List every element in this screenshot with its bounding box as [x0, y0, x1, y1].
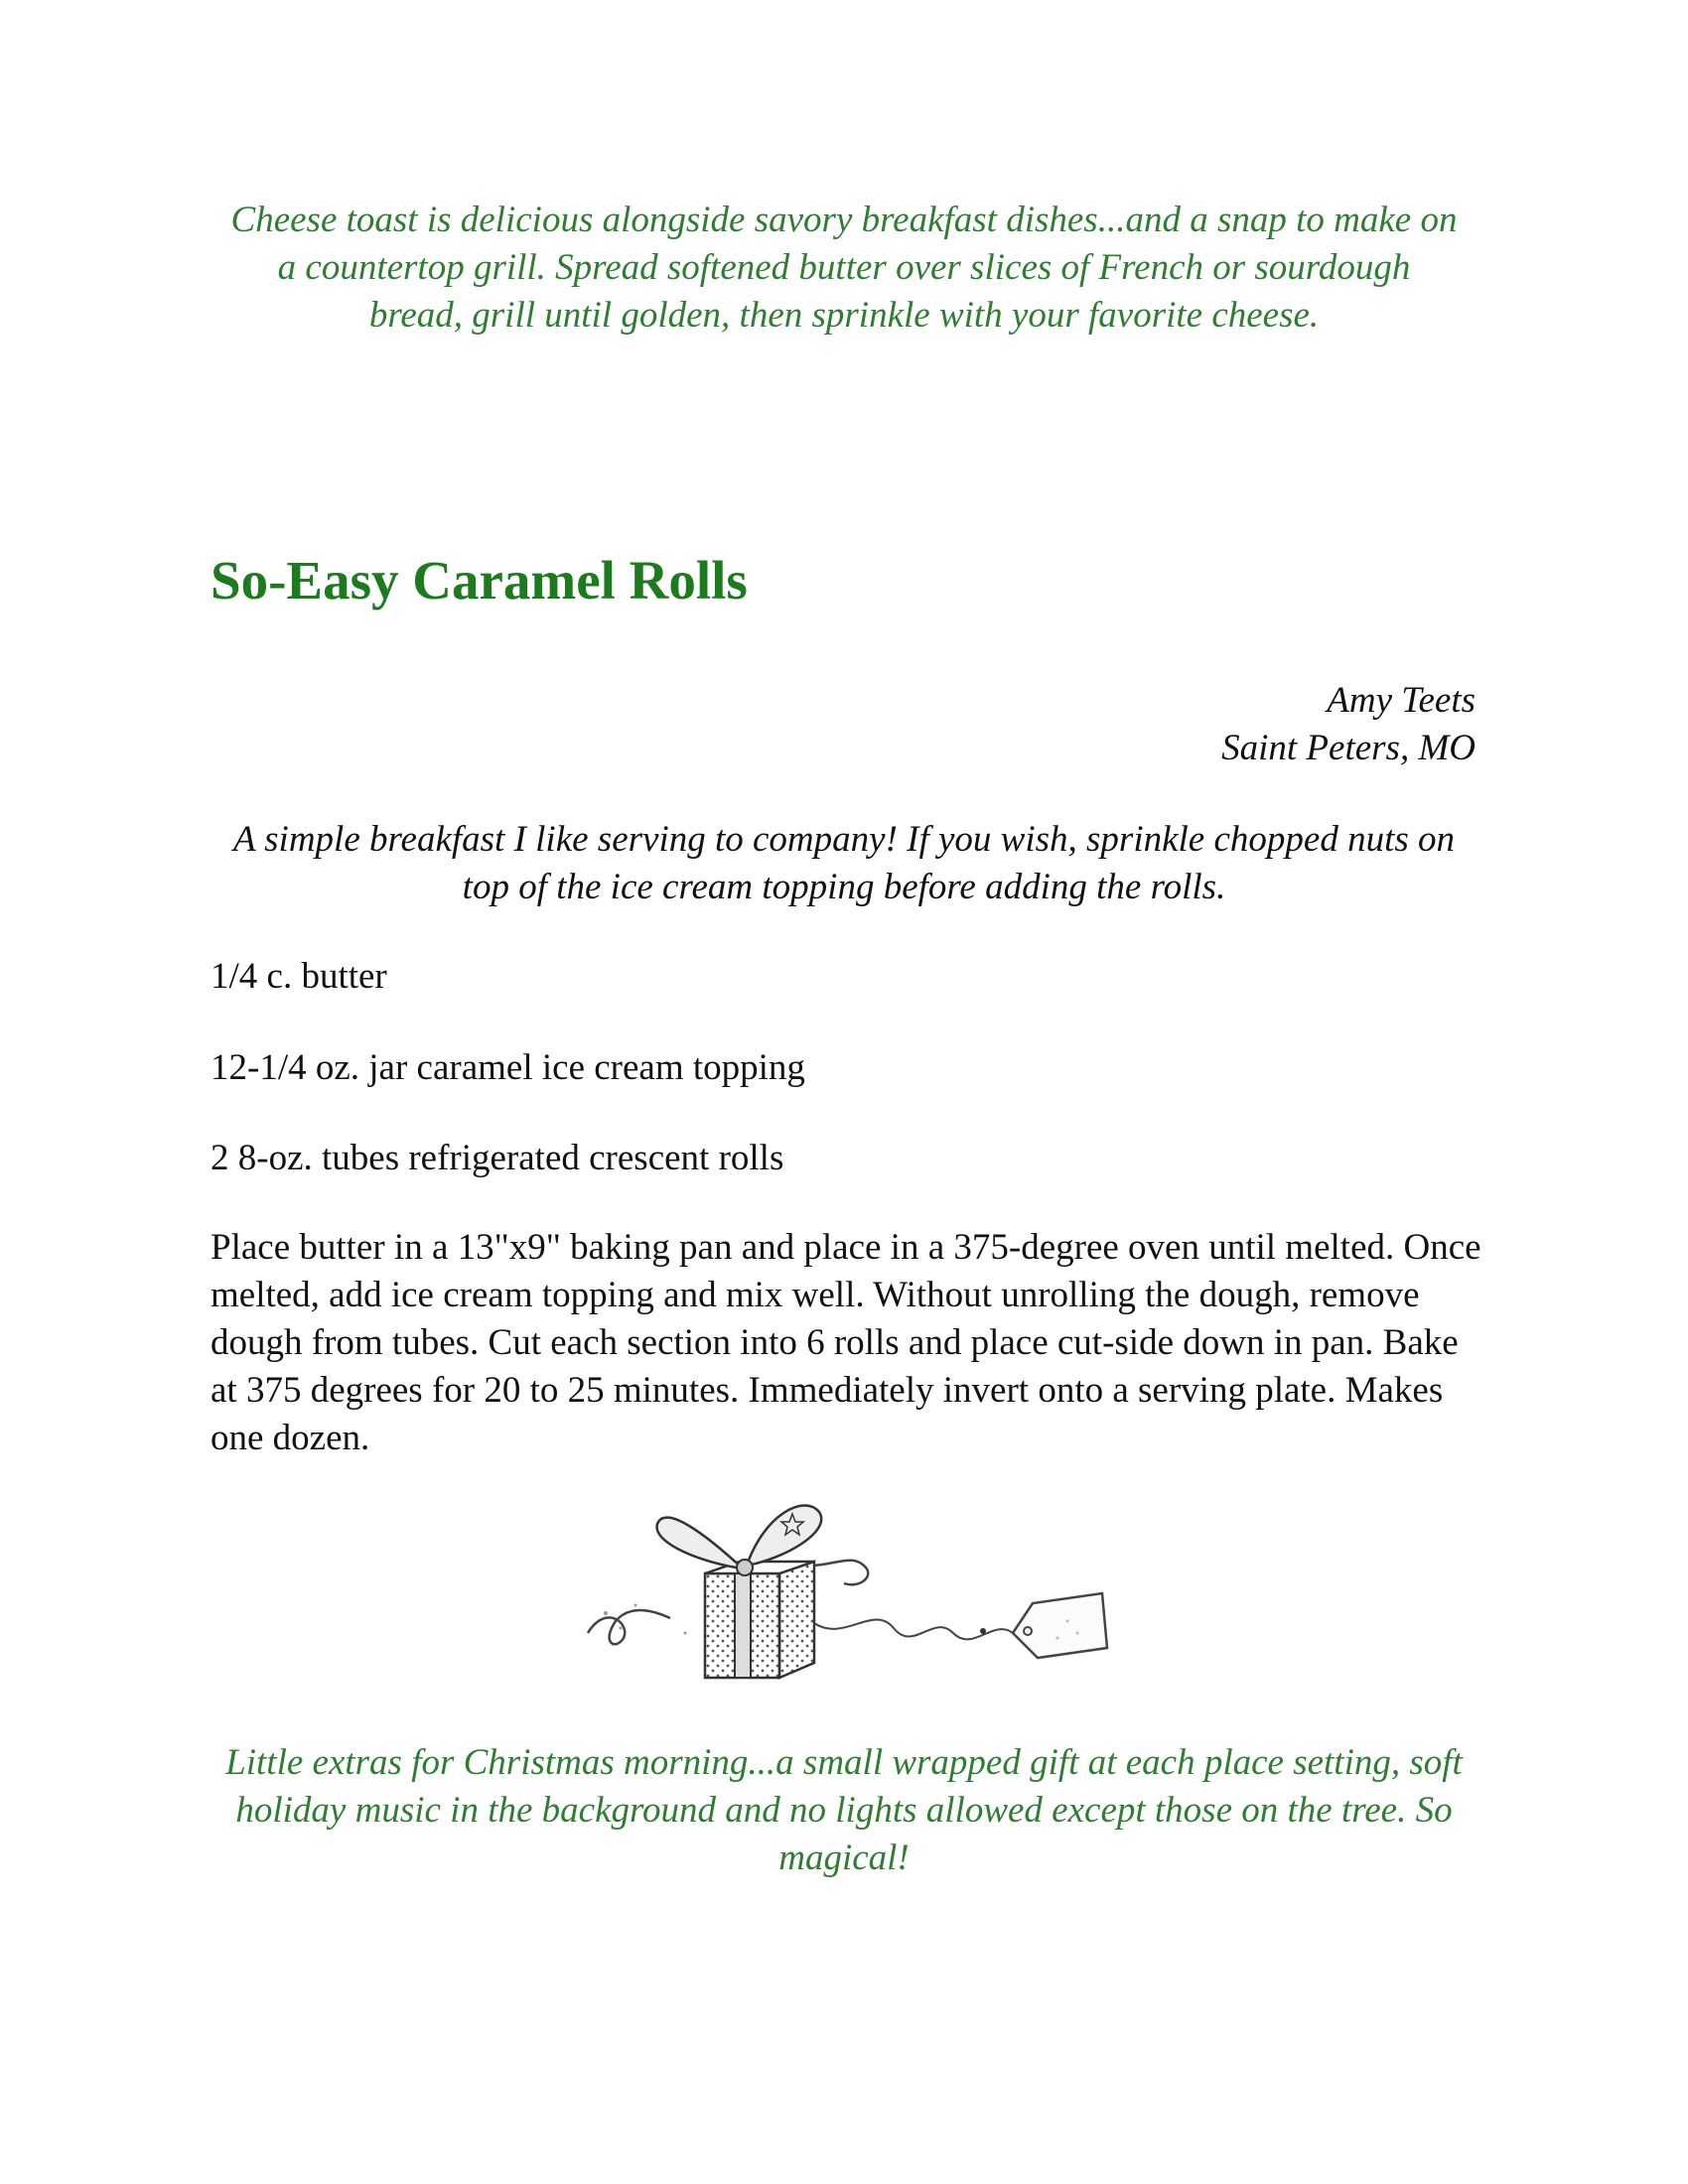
recipe-title: So-Easy Caramel Rolls	[211, 550, 748, 611]
ingredient-item: 2 8-oz. tubes refrigerated crescent rolls	[211, 1138, 784, 1178]
gift-box-with-tag-icon	[576, 1494, 1112, 1693]
recipe-intro: A simple breakfast I like serving to company! If you wish, sprinkle chopped nuts on top of the ice cream topping before adding the rolls.	[232, 819, 1456, 907]
ingredient-item: 1/4 c. butter	[211, 956, 387, 997]
recipe-instructions: Place butter in a 13"x9" baking pan and place in a 375-degree oven until melted. Once melted, add ice cream topping and mix well. Without unrolling the dough, remove dough from tubes. Cut each section into 6 rolls and place cut-side down in pan. Bake at 375 degrees for 20 to 25 minutes. Immediately invert onto a serving plate. Makes one dozen.	[211, 1227, 1481, 1458]
bottom-tip: Little extras for Christmas morning...a small wrapped gift at each place setting, soft holiday music in the background and no lights allowed except those on the tree. So magical!	[225, 1742, 1463, 1878]
ingredient-item: 12-1/4 oz. jar caramel ice cream topping	[211, 1047, 805, 1088]
author-location: Saint Peters, MO	[1221, 728, 1476, 768]
top-tip: Cheese toast is delicious alongside savory breakfast dishes...and a snap to make on a countertop grill. Spread softened butter over slices of French or sourdough bread, grill until golden, then sprinkle with your favorite cheese.	[230, 200, 1458, 336]
author-name: Amy Teets	[1327, 680, 1476, 721]
